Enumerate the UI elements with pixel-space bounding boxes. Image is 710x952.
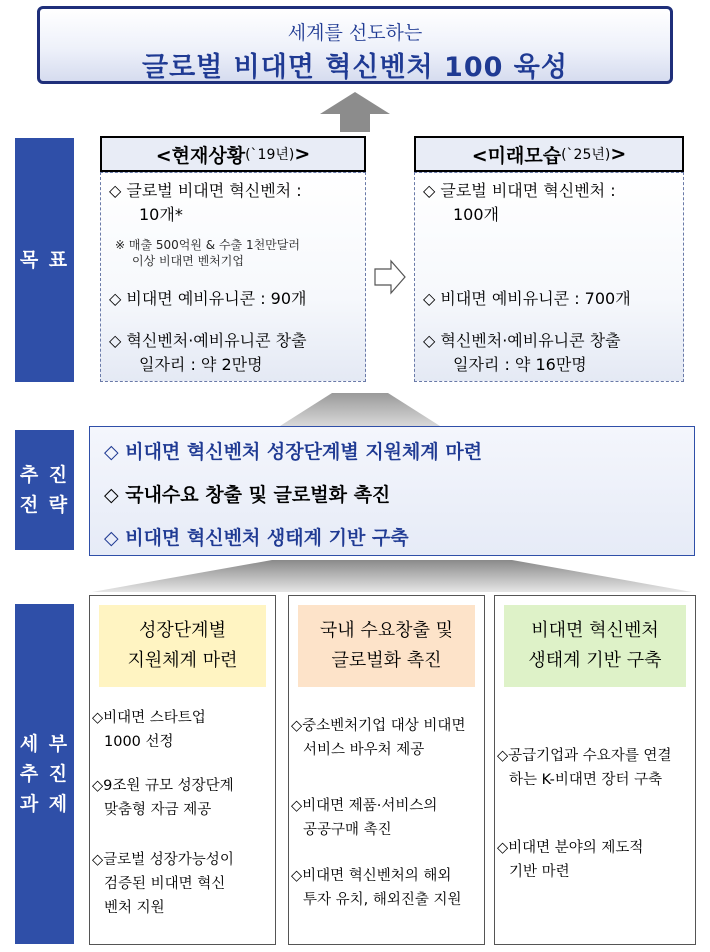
- side-label-goal: 목 표: [15, 138, 74, 382]
- strategy-item-1: ◇ 비대면 혁신벤처 성장단계별 지원체계 마련: [104, 441, 483, 463]
- connector-trapezoid-upper: [280, 393, 440, 426]
- title-main: 글로벌 비대면 혁신벤처 100 육성: [142, 52, 568, 83]
- strategy-item-3: ◇ 비대면 혁신벤처 생태계 기반 구축: [104, 527, 409, 549]
- task-column-1: [89, 595, 276, 945]
- goal-future-item-2: ◇ 비대면 예비유니콘 : 700개: [423, 289, 631, 308]
- goal-body-current: [100, 172, 366, 382]
- side-label-strategy: 추 진 전 략: [15, 430, 74, 550]
- task-2-item-3: ◇비대면 혁신벤처의 해외 투자 유치, 해외진출 지원: [291, 868, 462, 908]
- side-label-tasks: 세 부 추 진 과 제: [15, 604, 74, 944]
- task-column-2: [288, 595, 485, 945]
- goal-current-item-1: ◇ 글로벌 비대면 혁신벤처 : 10개*: [109, 181, 302, 224]
- goal-header-current: <현재상황 (`19년) >: [100, 136, 366, 172]
- task-column-3: [494, 595, 696, 945]
- goal-header-future: <미래모습 (`25년) >: [414, 136, 684, 172]
- up-arrow-icon: [320, 92, 390, 132]
- task-head-1: 성장단계별 지원체계 마련: [99, 605, 266, 687]
- task-2-item-2: ◇비대면 제품·서비스의 공공구매 촉진: [291, 798, 438, 838]
- right-arrow-icon: [374, 260, 406, 294]
- title-banner: [37, 6, 673, 84]
- goal-future-item-3: ◇ 혁신벤처·예비유니콘 창출 일자리 : 약 16만명: [423, 331, 621, 374]
- goal-current-item-2: ◇ 비대면 예비유니콘 : 90개: [109, 289, 307, 308]
- goal-body-future: [414, 172, 684, 382]
- task-1-item-2: ◇9조원 규모 성장단계 맞춤형 자금 제공: [92, 778, 234, 818]
- title-subtitle: 세계를 선도하는: [287, 22, 423, 44]
- task-1-item-3: ◇글로벌 성장가능성이 검증된 비대면 혁신 벤처 지원: [92, 852, 234, 916]
- task-head-3: 비대면 혁신벤처 생태계 기반 구축: [504, 605, 686, 687]
- task-3-item-1: ◇공급기업과 수요자를 연결 하는 K-비대면 장터 구축: [497, 748, 672, 788]
- task-2-item-1: ◇중소벤처기업 대상 비대면 서비스 바우처 제공: [291, 718, 466, 758]
- task-3-item-2: ◇비대면 분야의 제도적 기반 마련: [497, 840, 644, 880]
- strategy-item-2: ◇ 국내수요 창출 및 글로벌화 촉진: [104, 484, 391, 506]
- task-1-item-1: ◇비대면 스타트업 1000 선정: [92, 710, 206, 750]
- goal-current-item-3: ◇ 혁신벤처·예비유니콘 창출 일자리 : 약 2만명: [109, 331, 307, 374]
- goal-future-item-1: ◇ 글로벌 비대면 혁신벤처 : 100개: [423, 181, 616, 224]
- goal-current-note: ※ 매출 500억원 & 수출 1천만달러 이상 비대면 벤처기업: [115, 238, 300, 268]
- strategy-box: [89, 426, 695, 556]
- connector-trapezoid-lower: [92, 560, 692, 592]
- task-head-2: 국내 수요창출 및 글로벌화 촉진: [298, 605, 475, 687]
